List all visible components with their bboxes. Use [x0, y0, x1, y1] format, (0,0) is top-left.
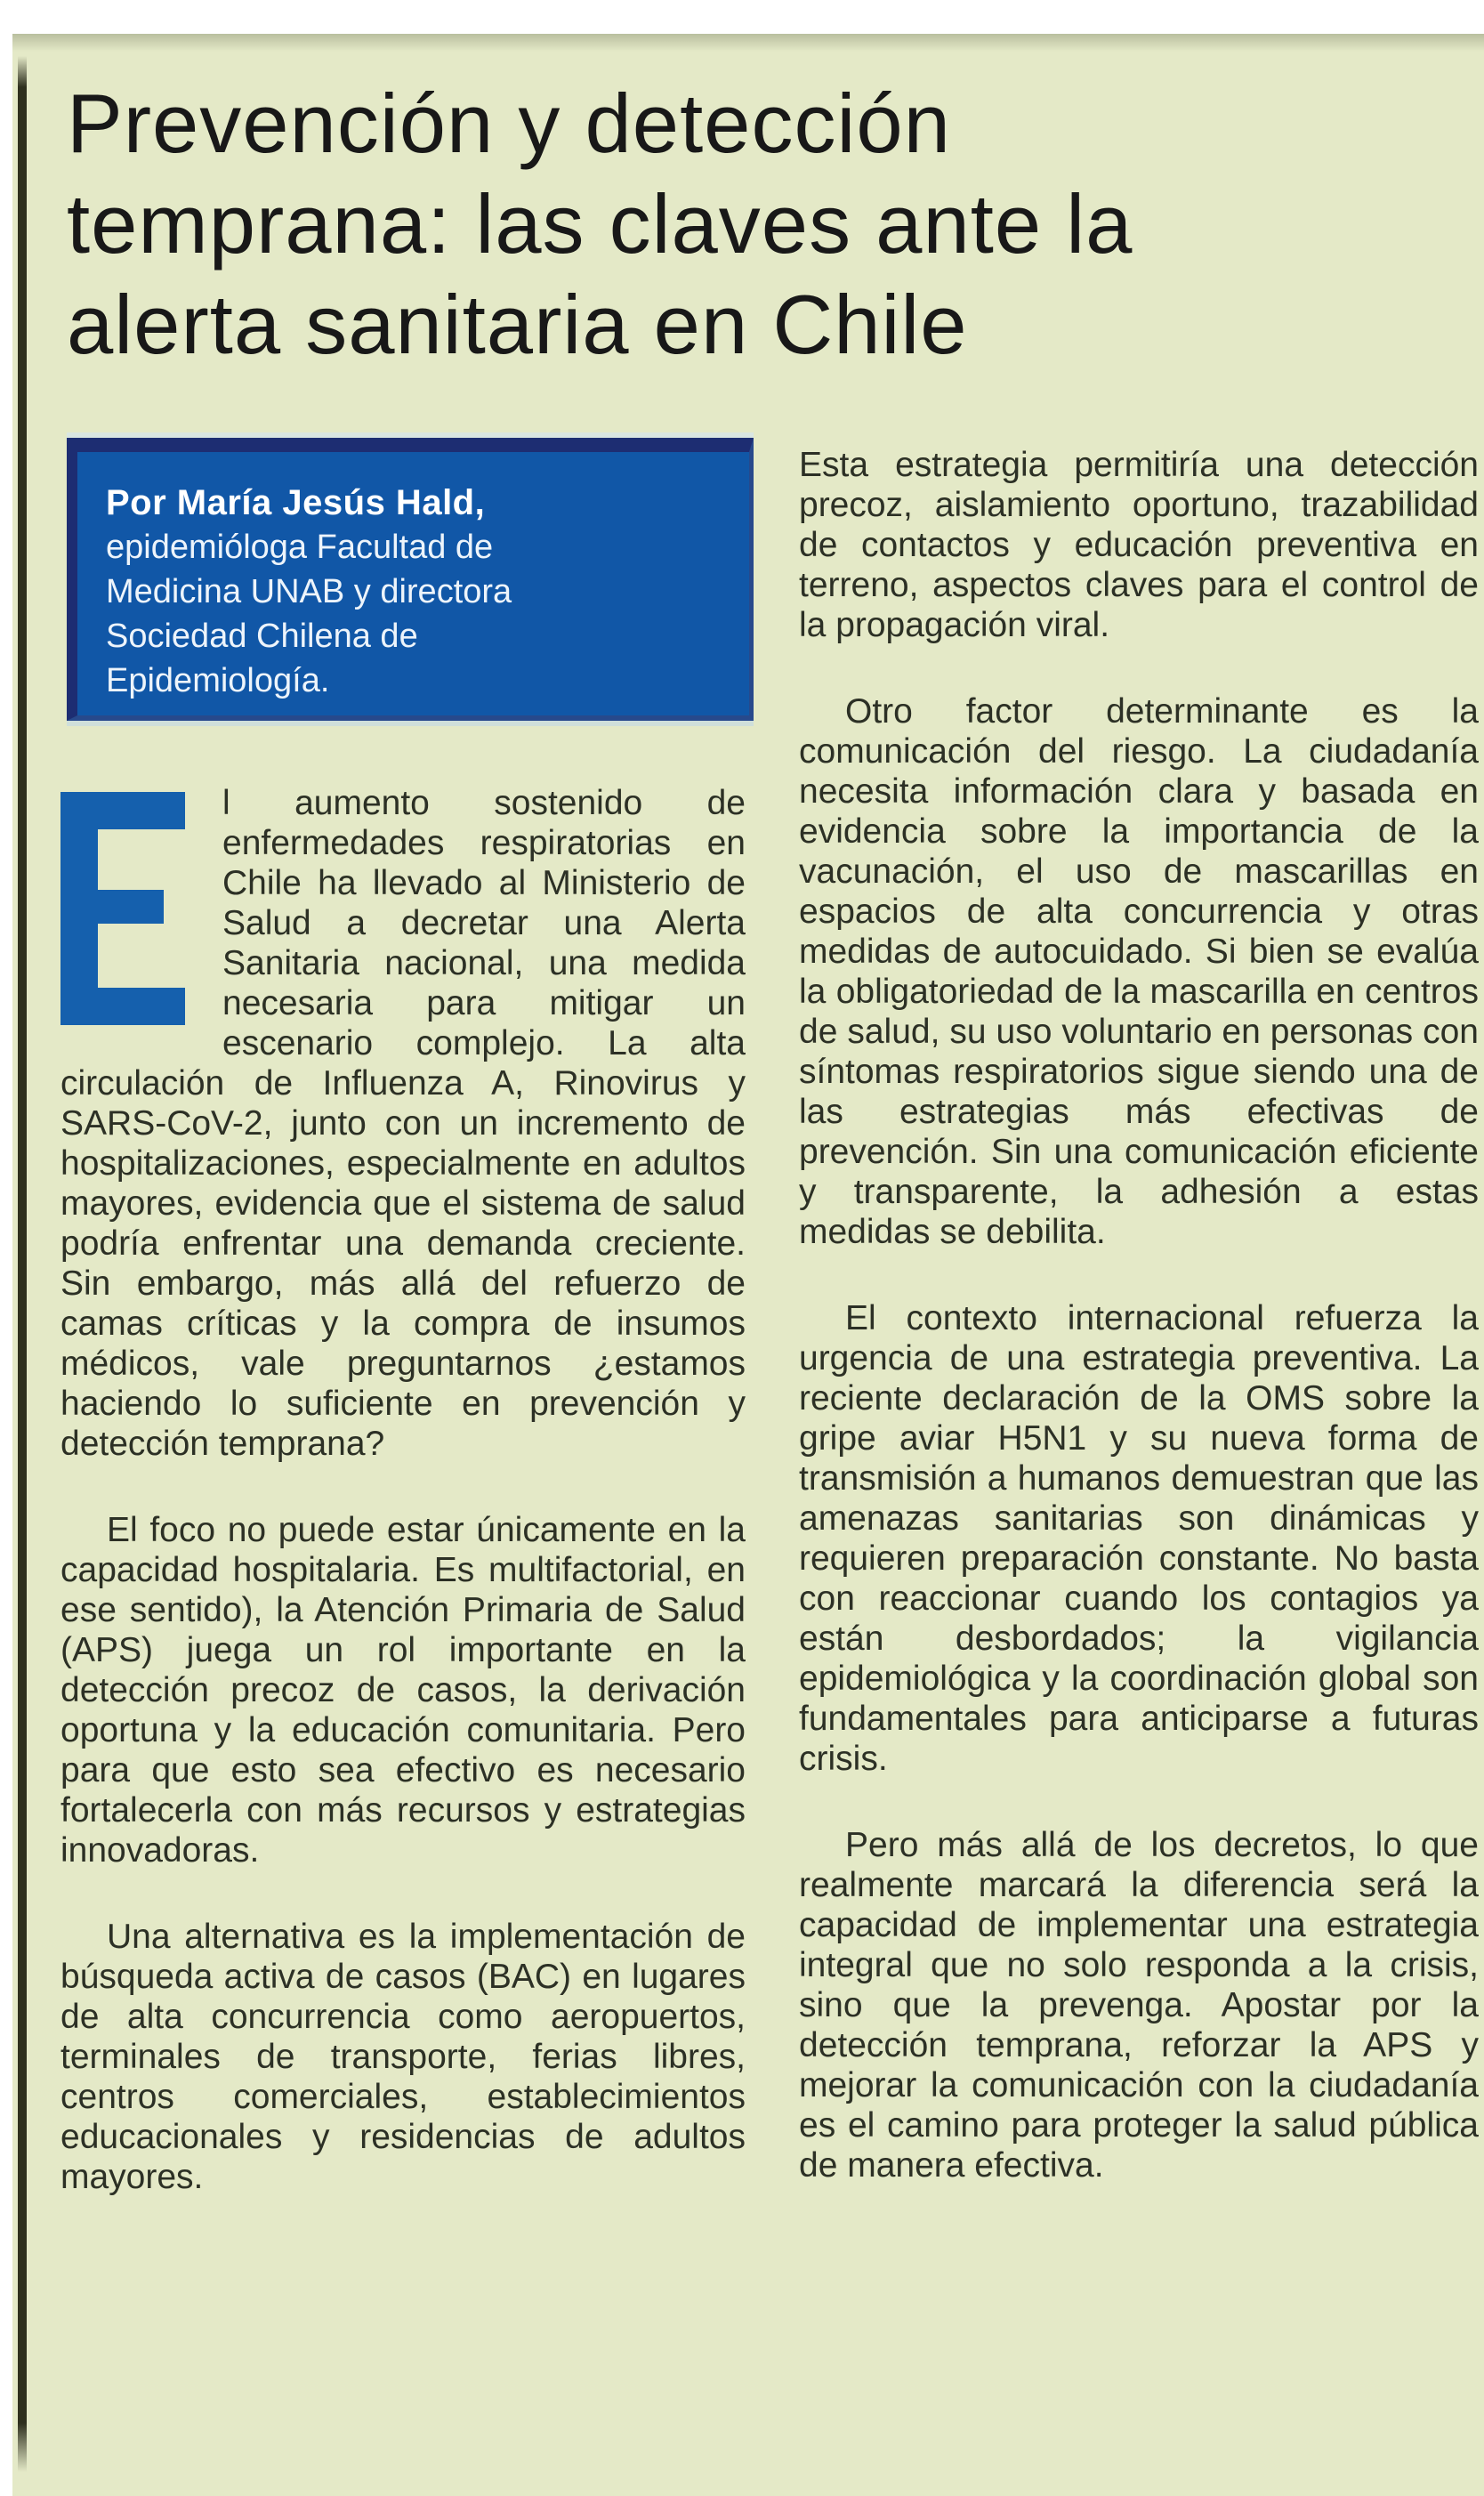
paragraph: El contexto internacional refuerza la urgencia de una estrategia preventiva. La reciente declaración de la OMS sobre la gripe aviar H5N1 y su nueva forma de transmisión a humanos demuestran que las amenazas sanitarias son dinámicas y requieren preparación constante. No basta con reaccionar cuando los contagios ya están desbordados; la vigilancia epidemiológica y la coordinación global son fundamentales para anticiparse a futuras crisis.	[799, 1299, 1479, 1778]
body-column-left	[60, 783, 746, 2243]
paragraph: Una alternativa es la implementación de búsqueda activa de casos (BAC) en lugares de alta concurrencia como aeropuertos, terminales de transporte, ferias libres, centros comerciales, establecimientos educacionales y residencias de adultos mayores.	[60, 1918, 746, 2196]
drop-cap-letter-E	[60, 792, 185, 1025]
title-line-2: temprana: las claves ante la	[67, 177, 1133, 271]
article-title	[67, 73, 1441, 375]
article-background	[12, 34, 1484, 2496]
paragraph: El foco no puede estar únicamente en la capacidad hospitalaria. Es multifactorial, en ese sentido), la Atención Primaria de Salud (APS) juega un rol importante en la detección precoz de casos, la derivación oportuna y la educación comunitaria. Pero para que esto sea efectivo es necesario fortalecerla con más recursos y estrategias innovadoras.	[60, 1511, 746, 1870]
author-description: epidemióloga Facultad de Medicina UNAB y directora Sociedad Chilena de Epidemiología.	[106, 529, 512, 699]
author-byline-box	[67, 438, 754, 721]
paragraph: Otro factor determinante es la comunicación del riesgo. La ciudadanía necesita información clara y basada en evidencia sobre la importancia de la vacunación, el uso de mascarillas en espacios de alta concurrencia y otras medidas de autocuidado. Si bien se evalúa la obligatoriedad de la mascarilla en centros de salud, su uso voluntario en personas con síntomas respiratorios sigue siendo una de las estrategias más efectivas de prevención. Sin una comunicación eficiente y transparente, la adhesión a estas medidas se debilita.	[799, 692, 1479, 1251]
paragraph: Pero más allá de los decretos, lo que realmente marcará la diferencia será la capacidad de implementar una estrategia integral que no solo responda a la crisis, sino que la prevenga. Apostar por la detección temprana, reforzar la APS y mejorar la comunicación con la ciudadanía es el camino para proteger la salud pública de manera efectiva.	[799, 1826, 1479, 2185]
author-name: Por María Jesús Hald,	[106, 483, 486, 522]
left-vertical-rule	[18, 56, 27, 2472]
paragraph-dropcap	[60, 783, 746, 1464]
paragraph-text: l aumento sostenido de enfermedades respiratorias en Chile ha llevado al Ministerio de Salud a decretar una Alerta Sanitaria nacional, una medida necesaria para mitigar un escenario complejo. La alta circulación de Influenza A, Rinovirus y SARS-CoV-2, junto con un incremento de hospitalizaciones, especialmente en adultos mayores, evidencia que el sistema de salud podría enfrentar una demanda creciente. Sin embargo, más allá del refuerzo de camas críticas y la compra de insumos médicos, vale preguntarnos ¿estamos haciendo lo suficiente en prevención y detección temprana?	[60, 784, 746, 1463]
body-column-right	[799, 445, 1479, 2232]
title-line-3: alerta sanitaria en Chile	[67, 278, 968, 371]
title-line-1: Prevención y detección	[67, 77, 951, 170]
paragraph: Esta estrategia permitiría una detección precoz, aislamiento oportuno, trazabilidad de contactos y educación preventiva en terreno, aspectos claves para el control de la propagación viral.	[799, 446, 1479, 644]
